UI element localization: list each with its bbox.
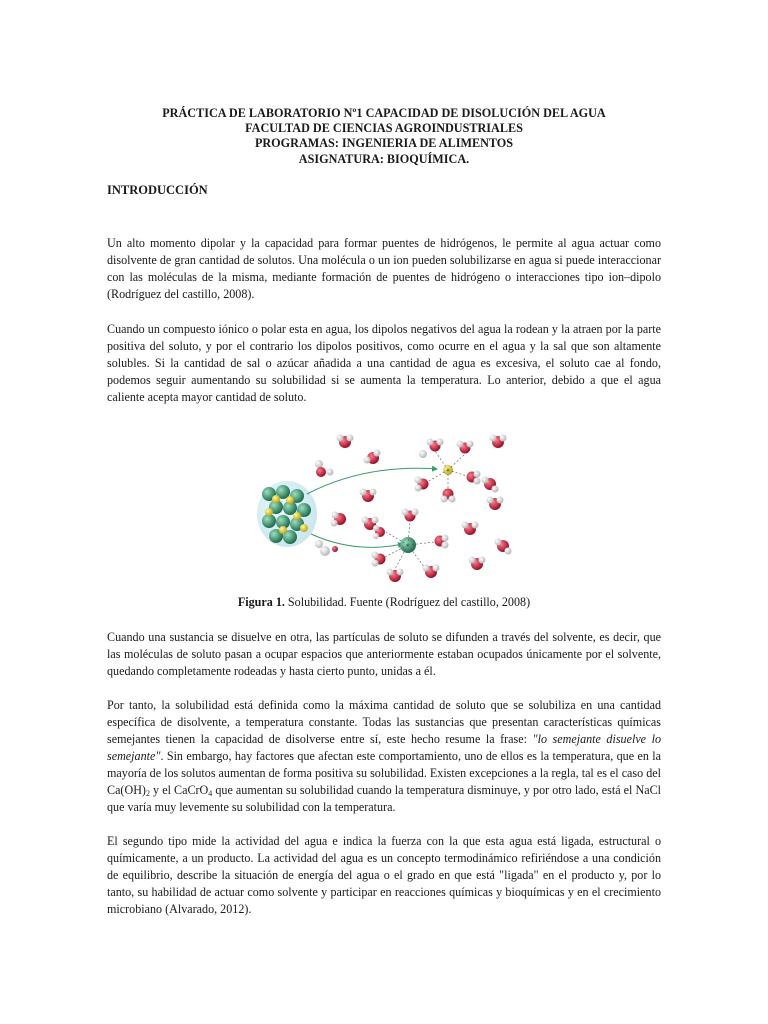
subscript-2: 2: [145, 789, 150, 798]
header-title: PRÁCTICA DE LABORATORIO Nº1 CAPACIDAD DE DISOLUCIÓN DEL AGUA: [162, 106, 606, 120]
paragraph-4-part-d: que aumentan su solubilidad cuando la temperatura disminuye, y por otro lado, está el NaCl que varía muy levemente su solubilidad con la temperatura.: [107, 783, 661, 814]
caption-label: Figura 1.: [237, 595, 285, 609]
header-program: PROGRAMAS: INGENIERIA DE ALIMENTOS: [254, 136, 514, 151]
water-molecules: [331, 435, 512, 583]
paragraph-3: Cuando una sustancia se disuelve en otra, las partículas de soluto se difunden a través del solvente, es decir, que las moléculas de soluto pasan a ocupar espacios que anteriormente estaban ocupados únicamente por el solvente, quedando completamente rodeadas y hasta cierto punto, unidas a él.: [107, 630, 661, 678]
paragraph-4-part-b: . Sin embargo, hay factores que afectan este comportamiento, uno de ellos es la temperatura, que en la mayoría de los solutos aumentan de forma positiva su solubilidad. Existen excepciones a la regla, tal es el caso del Ca(OH): [107, 749, 661, 797]
document-header: [0, 106, 768, 167]
figure-caption: [0, 595, 768, 610]
paragraph-1: Un alto momento dipolar y la capacidad para formar puentes de hidrógenos, le permite al agua actuar como disolvente de gran cantidad de solutos. Una molécula o un ion pueden solubilizarse en agua si puede interaccionar con las moléculas de la misma, mediante formación de puentes de hidrógeno o interacciones tipo ion–dipolo (Rodríguez del castillo, 2008).: [107, 236, 661, 301]
crystal-lattice: [257, 481, 317, 547]
solubility-figure: [255, 424, 515, 594]
paragraph-2: Cuando un compuesto iónico o polar esta en agua, los dipolos negativos del agua la rodean y la atraen por la parte positiva del soluto, y por el contrario los dipolos positivos, como ocurre en el agua y la sal que son altamente solubles. Si la cantidad de sal o azúcar añadida a una cantidad de agua es excesiva, el soluto cae al fondo, podemos seguir aumentando su solubilidad si se aumenta la temperatura. Lo anterior, debido a que el agua caliente acepta mayor cantidad de soluto.: [107, 322, 661, 404]
header-subject: ASIGNATURA: BIOQUÍMICA.: [298, 151, 470, 166]
paragraph-4-part-c: y el CaCrO: [149, 783, 209, 797]
header-faculty: FACULTAD DE CIENCIAS AGROINDUSTRIALES: [245, 121, 523, 136]
quote-phrase: "lo semejante disuelve lo semejante": [107, 732, 661, 763]
paragraph-5: El segundo tipo mide la actividad del agua e indica la fuerza con la que esta agua está ligada, estructural o químicamente, a un producto. La actividad del agua es un concepto termodinámico refiriéndose a una condición de equilibrio, describe la situación de energía del agua o el grado en que está "ligada" en el producto y, por lo tanto, su habilidad de actuar como solvente y participar en reacciones químicas y bioquímicas y en el crecimiento microbiano (Alvarado, 2012).: [107, 834, 661, 916]
paragraph-4: [107, 697, 661, 816]
section-heading: INTRODUCCIÓN: [107, 183, 208, 197]
paragraph-4-part-a: Por tanto, la solubilidad está definida como la máxima cantidad de soluto que se solubiliza en una cantidad específica de disolvente, a temperatura constante. Todas las sustancias que presentan características químicas semejantes tienen la capacidad de disolverse entre sí, este hecho resume la frase:: [107, 698, 661, 746]
subscript-4: 4: [208, 789, 213, 798]
caption-text: Solubilidad. Fuente (Rodríguez del castillo, 2008): [284, 595, 531, 609]
